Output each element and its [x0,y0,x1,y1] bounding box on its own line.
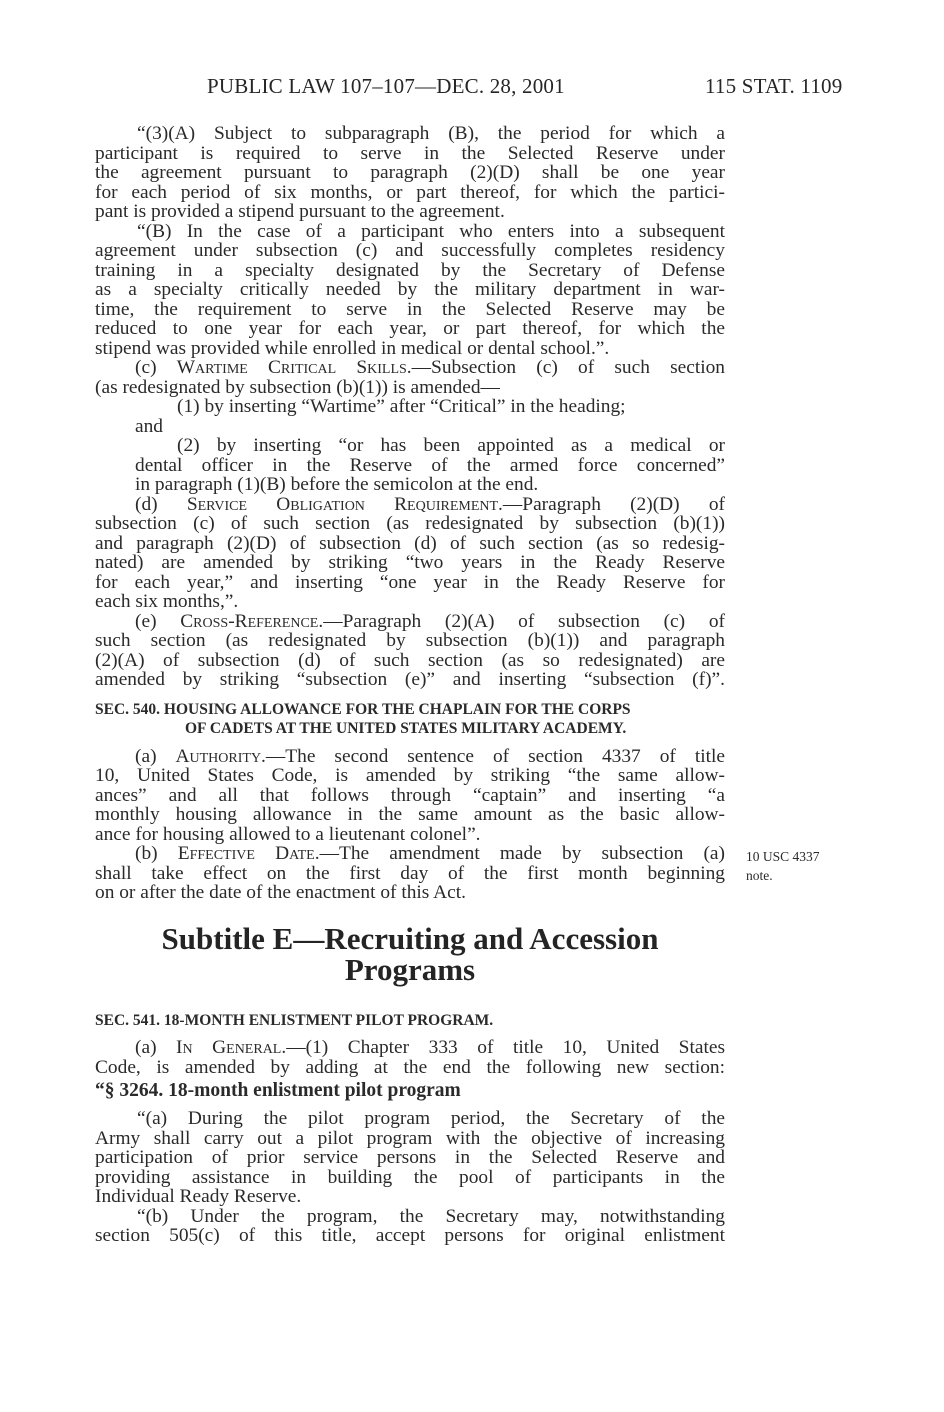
text-line: pant is provided a stipend pursuant to the agreement. [95,201,505,222]
text-run: —Paragraph (2)(A) of subsection (c) of [323,610,725,632]
text-line: ances” and all that follows through “captain” and inserting “a [95,784,725,806]
text-run: —The second sentence of section 4337 of title [265,745,725,767]
subsection-label: (e) [135,610,181,632]
subsection-heading: Wartime Critical Skills. [176,357,412,378]
text-line: subsection (c) of such section (as redesignated by subsection (b)(1)) [95,513,725,534]
text-run: —Paragraph (2)(D) of [502,493,725,515]
text-line: on or after the date of the enactment of this Act. [95,882,466,903]
subtitle-line: Subtitle E—Recruiting and Accession [161,920,659,956]
margin-note-citation: 10 USC 4337 [746,849,820,864]
section-heading: SEC. 540. HOUSING ALLOWANCE FOR THE CHAPLAIN FOR THE CORPS [95,700,631,718]
text-line: reduced to one year for each year, or part thereof, for which the [95,318,725,339]
margin-note [746,847,820,885]
subsection-heading: Service Obligation Requirement. [186,493,503,515]
subsection-c [95,358,725,495]
text-line: for each year,” and inserting “one year in the Ready Reserve for [95,571,725,593]
text-line: “(b) Under the program, the Secretary may, notwithstanding [137,1205,725,1227]
text-line: section 505(c) of this title, accept persons for original enlistment [95,1225,725,1246]
subsection-label: (b) [135,843,178,864]
header-stat-page: 115 STAT. 1109 [705,74,843,98]
subsection-e [95,612,725,690]
subsection-label: (d) [135,493,187,515]
section-heading-continued: OF CADETS AT THE UNITED STATES MILITARY ACADEMY. [185,720,627,737]
margin-note-label: note. [746,868,773,883]
text-line: and [135,415,163,437]
text-line: “(3)(A) Subject to subparagraph (B), the period for which a [137,123,725,144]
subsection-heading: Cross-Reference. [180,610,324,632]
subsection-label: (a) [135,745,176,767]
text-line: participant is required to serve in the Selected Reserve under [95,142,725,164]
text-line: agreement under subsection (c) and successfully completes residency [95,240,725,261]
text-line [95,1038,725,1058]
text-line: the agreement pursuant to paragraph (2)(D) shall be one year [95,162,725,183]
paragraph-B [95,222,725,359]
text-line [95,358,725,378]
subsection-heading: Effective Date. [177,843,320,864]
text-line [95,612,725,632]
text-run: —Subsection (c) of such section [411,357,725,378]
text-run: —The amendment made by subsection (a) [319,843,725,864]
text-line [95,844,725,864]
section-541 [95,1011,725,1246]
text-line: as a specialty critically needed by the military department in war- [95,279,725,300]
text-run: —(1) Chapter 333 of title 10, United States [286,1037,725,1058]
subsection-heading: In General. [176,1037,287,1058]
text-line: such section (as redesignated by subsection (b)(1)) and paragraph [95,630,725,651]
header-public-law: PUBLIC LAW 107–107—DEC. 28, 2001 [207,74,565,98]
text-line: (2) by inserting “or has been appointed as a medical or [177,435,725,456]
text-line: dental officer in the Reserve of the armed force concerned” [135,454,725,476]
subtitle-line: Programs [344,951,476,987]
paragraph-3A [95,124,725,222]
section-540 [95,700,725,903]
text-line: Army shall carry out a pilot program with the objective of increasing [95,1127,725,1149]
page-body [95,124,725,1246]
subsection-label: (c) [135,357,177,378]
text-line: ance for housing allowed to a lieutenant colonel”. [95,823,481,845]
text-line [95,747,725,767]
text-line [95,495,725,515]
text-line: 10, United States Code, is amended by striking “the same allow- [95,765,725,786]
text-line: (2)(A) of subsection (d) of such section (as so redesignated) are [95,649,725,671]
text-line: “(a) During the pilot program period, the Secretary of the [137,1108,725,1129]
text-line: amended by striking “subsection (e)” and inserting “subsection (f)”. [95,669,725,690]
subtitle-heading [95,920,725,987]
subsection-d [95,495,725,612]
text-line: (1) by inserting “Wartime” after “Critical” in the heading; [177,396,626,417]
text-line: “(B) In the case of a participant who enters into a subsequent [137,220,725,242]
text-line: nated) are amended by striking “two years in the Ready Reserve [95,552,725,573]
text-line: Code, is amended by adding at the end the following new section: [95,1056,725,1078]
text-line: Individual Ready Reserve. [95,1186,302,1207]
text-line: for each period of six months, or part thereof, for which the partici- [95,181,725,203]
text-line: (as redesignated by subsection (b)(1)) is amended— [95,376,500,398]
text-line: each six months,”. [95,591,239,612]
text-line: and paragraph (2)(D) of subsection (d) of such section (as so redesig- [95,532,725,554]
text-line: training in a specialty designated by the Secretary of Defense [95,259,725,281]
text-line: participation of prior service persons in the Selected Reserve and [95,1147,725,1168]
text-line: shall take effect on the first day of the first month beginning [95,862,725,884]
text-line: stipend was provided while enrolled in medical or dental school.”. [95,337,610,359]
text-line: providing assistance in building the pool of participants in the [95,1166,725,1188]
new-section-title: “§ 3264. 18-month enlistment pilot program [95,1080,461,1101]
subsection-heading: Authority. [175,745,266,767]
text-line: in paragraph (1)(B) before the semicolon at the end. [135,474,539,495]
subsection-label: (a) [135,1037,177,1058]
text-line: time, the requirement to serve in the Selected Reserve may be [95,298,725,320]
section-heading: SEC. 541. 18-MONTH ENLISTMENT PILOT PROGRAM. [95,1011,494,1029]
text-line: monthly housing allowance in the same amount as the basic allow- [95,804,725,825]
